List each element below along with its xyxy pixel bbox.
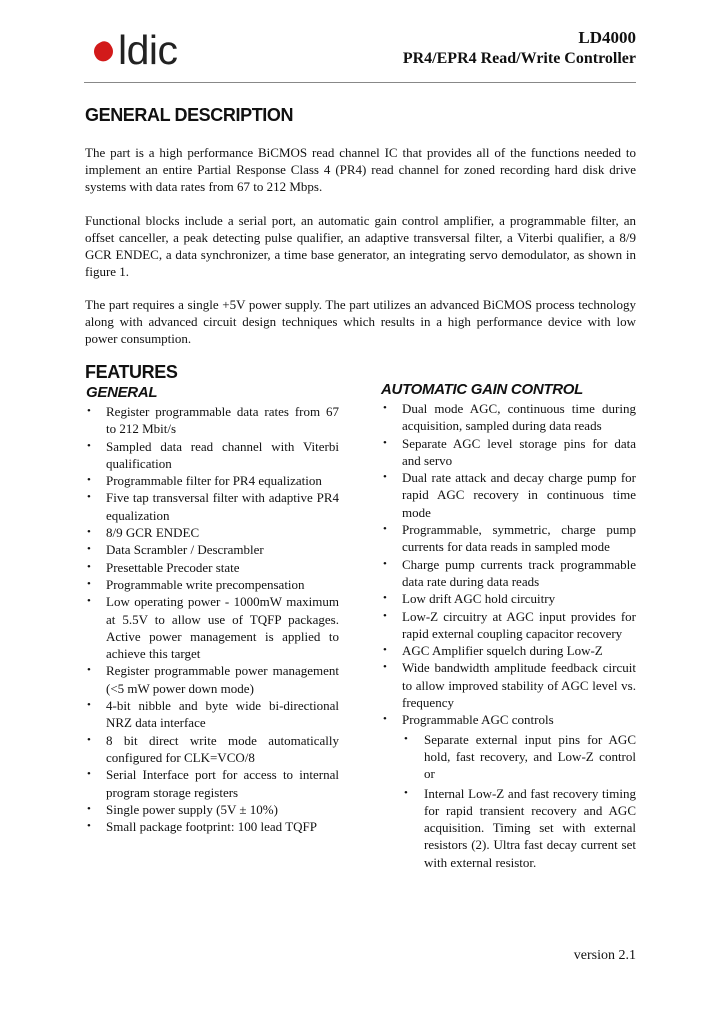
sub-list-item: • Internal Low-Z and fast recovery timing for rapid transient recovery and AGC acquisition. Timing set with external resistors (2). Ultra fast decay current set with external resistor. [402, 785, 636, 871]
part-number: LD4000 [578, 28, 636, 47]
list-item: • Single power supply (5V ± 10%) [85, 801, 339, 818]
list-item: • Presettable Precoder state [85, 559, 339, 576]
logo-mark-icon [91, 39, 117, 65]
list-item-label: Programmable AGC controls [402, 712, 554, 728]
features-heading: FEATURES [85, 362, 178, 382]
ldic-logo [94, 27, 224, 76]
version-label: version 2.1 [573, 948, 636, 963]
list-item: • Data Scrambler / Descrambler [85, 541, 339, 558]
list-item: • 8 bit direct write mode automatically configured for CLK=VCO/8 [85, 732, 339, 767]
list-item: • Dual mode AGC, continuous time during acquisition, sampled during data reads [381, 400, 636, 435]
list-item: • Low operating power - 1000mW maximum at 5.5V to allow use of TQFP packages. Active power management is applied to achieve this target [85, 593, 339, 662]
list-item: • Sampled data read channel with Viterbi qualification [85, 438, 339, 473]
list-item: • 8/9 GCR ENDEC [85, 524, 339, 541]
list-item: • Low-Z circuitry at AGC input provides for rapid external coupling capacitor recovery [381, 608, 636, 643]
list-item: • Five tap transversal filter with adaptive PR4 equalization [85, 489, 339, 524]
list-item: • Charge pump currents track programmable data rate during data reads [381, 556, 636, 591]
list-item-with-sublist [381, 711, 636, 871]
agc-features-list [381, 400, 636, 871]
general-description-heading: GENERAL DESCRIPTION [85, 105, 294, 125]
agc-controls-sublist [402, 731, 636, 871]
description-paragraph-3: The part requires a single +5V power supply. The part utilizes an advanced BiCMOS process technology along with advanced circuit design techniques which results in a high performance device with low power consumption. [85, 297, 636, 346]
list-item: • Programmable filter for PR4 equalization [85, 472, 339, 489]
list-item: • Register programmable data rates from 67 to 212 Mbit/s [85, 403, 339, 438]
logo-text: ldic [118, 27, 178, 73]
list-item: • Low drift AGC hold circuitry [381, 590, 636, 607]
list-item: • Programmable, symmetric, charge pump currents for data reads in sampled mode [381, 521, 636, 556]
list-item: • 4-bit nibble and byte wide bi-directional NRZ data interface [85, 697, 339, 732]
header-divider [84, 82, 636, 83]
general-features-list [85, 403, 339, 835]
list-item: • Programmable write precompensation [85, 576, 339, 593]
list-item: • Register programmable power management (<5 mW power down mode) [85, 662, 339, 697]
list-item: • Wide bandwidth amplitude feedback circuit to allow improved stability of AGC level vs. frequency [381, 659, 636, 711]
list-item: • Separate AGC level storage pins for data and servo [381, 435, 636, 470]
description-paragraph-1: The part is a high performance BiCMOS read channel IC that provides all of the functions needed to implement an entire Partial Response Class 4 (PR4) read channel for zoned recording hard disk drive systems with data rates from 67 to 212 Mbps. [85, 145, 636, 194]
sub-list-item: • Separate external input pins for AGC hold, fast recovery, and Low-Z control or [402, 731, 636, 783]
part-title: PR4/EPR4 Read/Write Controller [402, 50, 636, 67]
description-paragraph-2: Functional blocks include a serial port, an automatic gain control amplifier, a programmable filter, an offset canceller, a peak detecting pulse qualifier, an adaptive transversal filter, a Viterbi qualifier, a 8/9 GCR ENDEC, a data synchronizer, a time base generator, an integrating servo demodulator, as shown in figure 1. [85, 213, 636, 279]
list-item: • Dual rate attack and decay charge pump for rapid AGC recovery in continuous time mode [381, 469, 636, 521]
list-item: • Small package footprint: 100 lead TQFP [85, 818, 339, 835]
general-subheading: GENERAL [86, 384, 158, 401]
list-item: • Serial Interface port for access to internal program storage registers [85, 766, 339, 801]
list-item: • AGC Amplifier squelch during Low-Z [381, 642, 636, 659]
agc-subheading: AUTOMATIC GAIN CONTROL [381, 381, 583, 398]
